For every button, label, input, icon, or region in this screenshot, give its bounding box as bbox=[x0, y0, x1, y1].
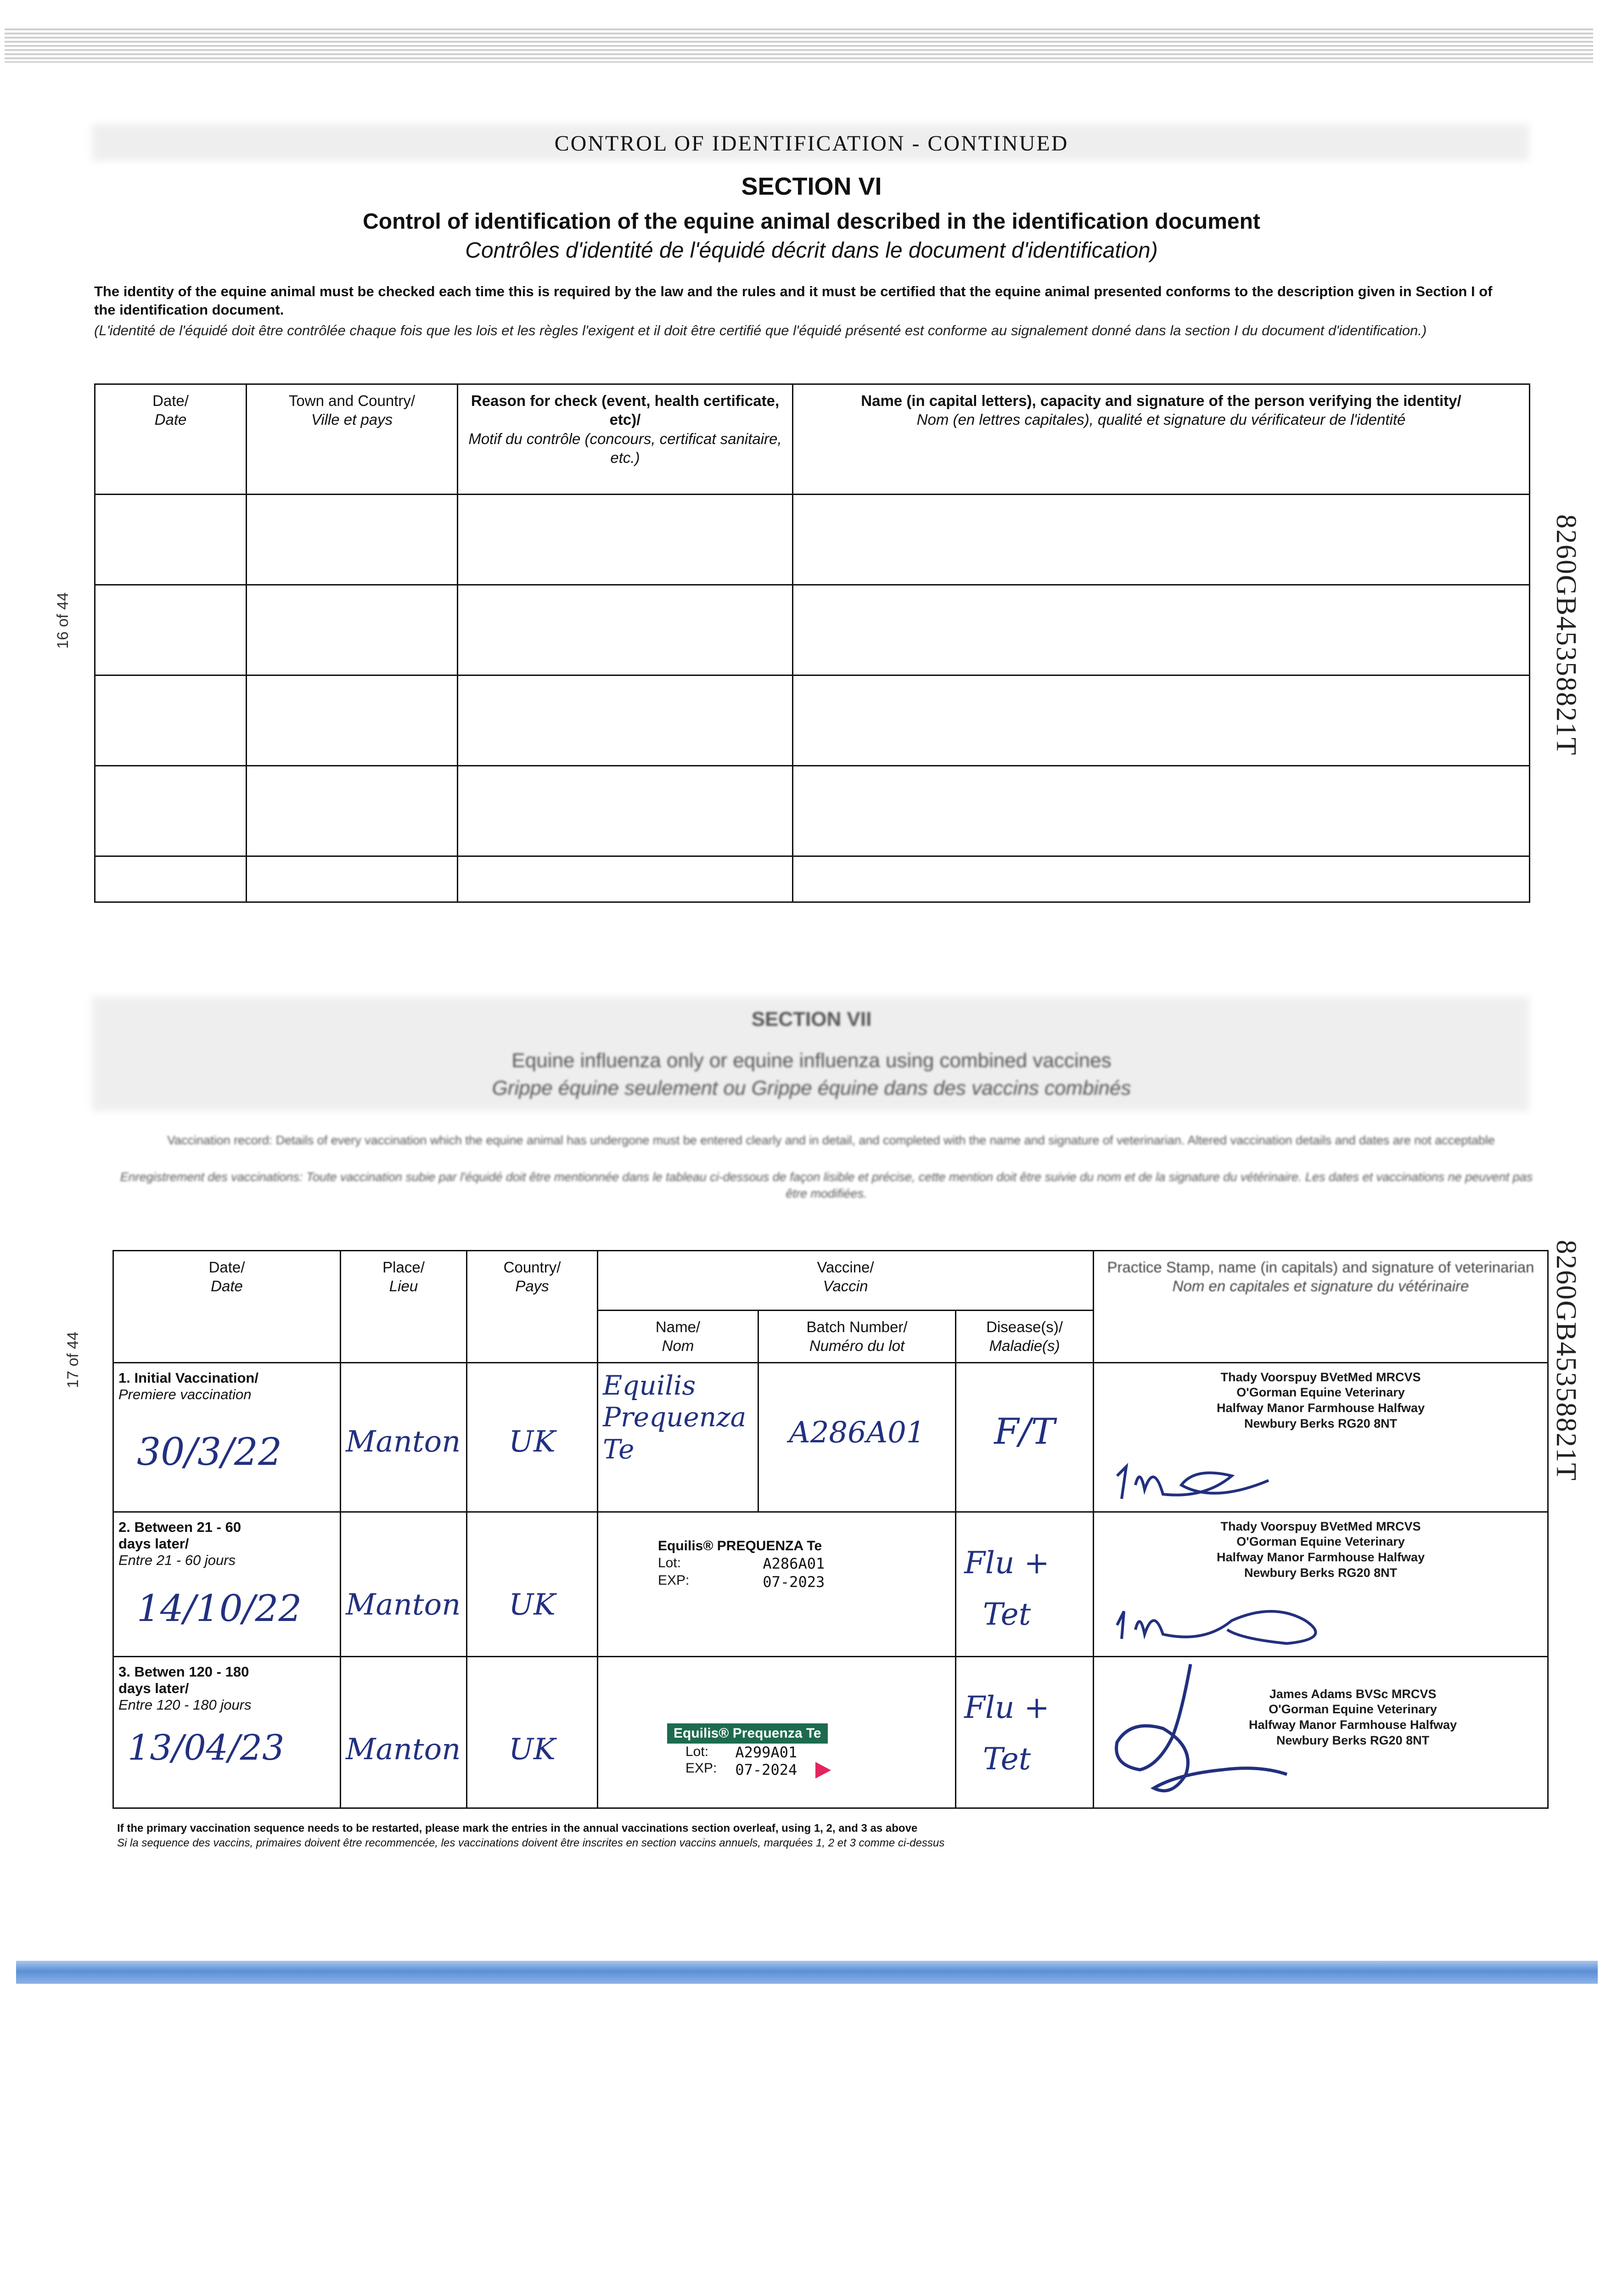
section7-title: SECTION VII bbox=[751, 1008, 872, 1030]
section-title: SECTION VI bbox=[741, 173, 882, 200]
vhead-batch: Batch Number/ Numéro du lot bbox=[758, 1311, 956, 1363]
vhead-practice: Practice Stamp, name (in capitals) and signature of veterinarian Nom en capitales et signature du vétérinaire bbox=[1094, 1251, 1548, 1363]
ueln-top: 8260GB45358821T bbox=[1550, 514, 1582, 756]
vaccination-row bbox=[113, 1512, 1548, 1656]
vrow-batch-cell[interactable] bbox=[758, 1362, 956, 1512]
vhead-vaccine: Vaccine/ Vaccin bbox=[598, 1251, 1094, 1311]
vaccination-row bbox=[113, 1656, 1548, 1808]
id-cell[interactable] bbox=[95, 585, 247, 675]
vhead-disease: Disease(s)/ Maladie(s) bbox=[956, 1311, 1094, 1363]
vrow-disease: F/T bbox=[994, 1411, 1055, 1452]
vrow-name: Equilis Prequenza Te bbox=[603, 1369, 747, 1465]
vhead-date: Date/ Date bbox=[113, 1251, 341, 1363]
vrow-label-en: 1. Initial Vaccination/ bbox=[118, 1369, 258, 1386]
id-cell[interactable] bbox=[247, 495, 458, 585]
id-cell[interactable] bbox=[793, 766, 1530, 856]
intro-fr: (L'identité de l'équidé doit être contrôlée chaque fois que les lois et les règles l'exigent et il doit être certifié que l'équidé présenté est conforme au signalement donné dans la section I du document d'identification.) bbox=[94, 322, 1427, 338]
vrow-place-cell[interactable] bbox=[341, 1512, 467, 1656]
col-reason: Reason for check (event, health certificate, etc)/ Motif du contrôle (concours, certificat sanitaire, etc.) bbox=[458, 384, 793, 495]
vaccination-table bbox=[112, 1250, 1549, 1809]
vet-signature bbox=[1103, 1660, 1296, 1802]
intro-en: The identity of the equine animal must be checked each time this is required by the law and the rules and it must be certified that the equine animal presented conforms to the description given in Section I of the identification document. bbox=[94, 283, 1493, 318]
top-hatched-band bbox=[5, 28, 1593, 62]
id-cell[interactable] bbox=[458, 495, 793, 585]
vrow-country: UK bbox=[509, 1732, 556, 1767]
id-cell[interactable] bbox=[95, 495, 247, 585]
vrow-disease-cell[interactable] bbox=[956, 1512, 1094, 1656]
vrow-disease-cell[interactable] bbox=[956, 1362, 1094, 1512]
vet-stamp: Thady Voorspuy BVetMed MRCVS O'Gorman Equine Veterinary Halfway Manor Farmhouse Halfway Newbury Berks RG20 8NT bbox=[1216, 1519, 1425, 1580]
col-verifier: Name (in capital letters), capacity and signature of the person verifying the identity/ Nom (en lettres capitales), qualité et signature du vérificateur de l'identité bbox=[793, 384, 1530, 495]
vrow-disease: Flu + Tet bbox=[964, 1545, 1050, 1632]
page-number-top: 16 of 44 bbox=[54, 592, 72, 649]
vet-stamp: Thady Voorspuy BVetMed MRCVS O'Gorman Equine Veterinary Halfway Manor Farmhouse Halfway Newbury Berks RG20 8NT bbox=[1216, 1370, 1425, 1430]
vhead-place: Place/ Lieu bbox=[341, 1251, 467, 1363]
vrow-label-en: 2. Between 21 - 60 days later/ bbox=[118, 1519, 241, 1552]
vrow-place-cell[interactable] bbox=[341, 1362, 467, 1512]
vrow-country: UK bbox=[509, 1587, 556, 1622]
vrow-country-cell[interactable] bbox=[467, 1656, 598, 1808]
id-cell[interactable] bbox=[793, 675, 1530, 766]
vrow-place: Manton bbox=[346, 1732, 461, 1767]
vaccine-sticker: Equilis® PREQUENZA Te Lot: EXP: A286A01 07-2023 bbox=[658, 1538, 825, 1591]
vrow-place: Manton bbox=[346, 1424, 461, 1459]
vrow-label-fr: Entre 120 - 180 jours bbox=[118, 1696, 252, 1713]
vrow-date-cell[interactable] bbox=[113, 1656, 341, 1808]
continued-title: CONTROL OF IDENTIFICATION - CONTINUED bbox=[554, 131, 1069, 156]
id-cell[interactable] bbox=[793, 585, 1530, 675]
col-town-country: Town and Country/ Ville et pays bbox=[247, 384, 458, 495]
id-cell[interactable] bbox=[247, 585, 458, 675]
id-cell[interactable] bbox=[458, 675, 793, 766]
vhead-name: Name/ Nom bbox=[598, 1311, 758, 1363]
id-cell[interactable] bbox=[458, 856, 793, 902]
vrow-disease: Flu + Tet bbox=[964, 1689, 1050, 1777]
vrow-label-en: 3. Betwen 120 - 180 days later/ bbox=[118, 1663, 249, 1696]
footnote-en: If the primary vaccination sequence needs to be restarted, please mark the entries in the annual vaccinations section overleaf, using 1, 2, and 3 as above bbox=[117, 1822, 918, 1835]
vrow-sticker-cell[interactable] bbox=[598, 1512, 956, 1656]
id-cell[interactable] bbox=[247, 856, 458, 902]
id-cell[interactable] bbox=[247, 675, 458, 766]
id-cell[interactable] bbox=[458, 585, 793, 675]
vhead-country: Country/ Pays bbox=[467, 1251, 598, 1363]
vrow-country-cell[interactable] bbox=[467, 1512, 598, 1656]
vrow-date: 13/04/23 bbox=[128, 1727, 285, 1768]
section-heading-en: Control of identification of the equine animal described in the identification document bbox=[363, 209, 1260, 234]
vet-stamp: James Adams BVSc MRCVS O'Gorman Equine Veterinary Halfway Manor Farmhouse Halfway Newbury Berks RG20 8NT bbox=[1248, 1687, 1457, 1747]
id-cell[interactable] bbox=[247, 766, 458, 856]
vrow-name-cell[interactable] bbox=[598, 1362, 758, 1512]
section7-heading-fr: Grippe équine seulement ou Grippe équine dans des vaccins combinés bbox=[492, 1077, 1131, 1099]
id-cell[interactable] bbox=[458, 766, 793, 856]
section-heading-fr: Contrôles d'identité de l'équidé décrit dans le document d'identification) bbox=[465, 238, 1158, 263]
vrow-disease-cell[interactable] bbox=[956, 1656, 1094, 1808]
id-cell[interactable] bbox=[793, 856, 1530, 902]
vrow-sticker-cell[interactable] bbox=[598, 1656, 956, 1808]
page-number-bottom: 17 of 44 bbox=[64, 1332, 82, 1388]
vrow-country: UK bbox=[509, 1424, 556, 1459]
section7-record-en: Vaccination record: Details of every vaccination which the equine animal has undergone must be entered clearly and in detail, and completed with the name and signature of veterinarian. Altered vaccination details and dates are not acceptable bbox=[167, 1133, 1495, 1147]
vaccine-sticker: Equilis® Prequenza Te Lot: EXP: A299A01 07-2024 bbox=[667, 1723, 950, 1779]
vrow-label-fr: Premiere vaccination bbox=[118, 1386, 252, 1402]
id-cell[interactable] bbox=[95, 856, 247, 902]
pink-marker-icon bbox=[815, 1762, 831, 1778]
footnote-fr: Si la sequence des vaccins, primaires doivent être recommencée, les vaccinations doivent être inscrites en section vaccins annuels, marquées 1, 2 et 3 comme ci-dessus bbox=[117, 1837, 945, 1849]
section7-record-fr: Enregistrement des vaccinations: Toute vaccination subie par l'équidé doit être mentionnée dans le tableau ci-dessous de façon lisible et précise, cette mention doit être suivie du nom et de la signature du vétérinaire. Les dates et vaccinations ne peuvent pas être modifiées. bbox=[120, 1170, 1533, 1201]
vrow-stamp-cell[interactable] bbox=[1094, 1656, 1548, 1808]
section7-heading-en: Equine influenza only or equine influenza using combined vaccines bbox=[511, 1049, 1112, 1072]
id-cell[interactable] bbox=[95, 766, 247, 856]
vrow-date: 30/3/22 bbox=[137, 1430, 282, 1474]
vrow-date-cell[interactable] bbox=[113, 1512, 341, 1656]
vrow-date: 14/10/22 bbox=[137, 1587, 302, 1630]
vet-signature bbox=[1112, 1593, 1351, 1648]
vet-signature bbox=[1112, 1448, 1278, 1508]
vrow-date-cell[interactable] bbox=[113, 1362, 341, 1512]
vrow-place: Manton bbox=[346, 1587, 461, 1622]
id-cell[interactable] bbox=[793, 495, 1530, 585]
vrow-label-fr: Entre 21 - 60 jours bbox=[118, 1552, 236, 1568]
id-cell[interactable] bbox=[95, 675, 247, 766]
vaccination-row bbox=[113, 1362, 1548, 1512]
vrow-place-cell[interactable] bbox=[341, 1656, 467, 1808]
vrow-country-cell[interactable] bbox=[467, 1362, 598, 1512]
vrow-stamp-cell[interactable] bbox=[1094, 1362, 1548, 1512]
identity-check-table bbox=[94, 383, 1530, 903]
bottom-blue-band bbox=[16, 1961, 1598, 1984]
vrow-batch: A286A01 bbox=[789, 1415, 925, 1450]
vrow-stamp-cell[interactable] bbox=[1094, 1512, 1548, 1656]
ueln-bottom: 8260GB45358821T bbox=[1550, 1240, 1582, 1481]
col-date: Date/ Date bbox=[95, 384, 247, 495]
